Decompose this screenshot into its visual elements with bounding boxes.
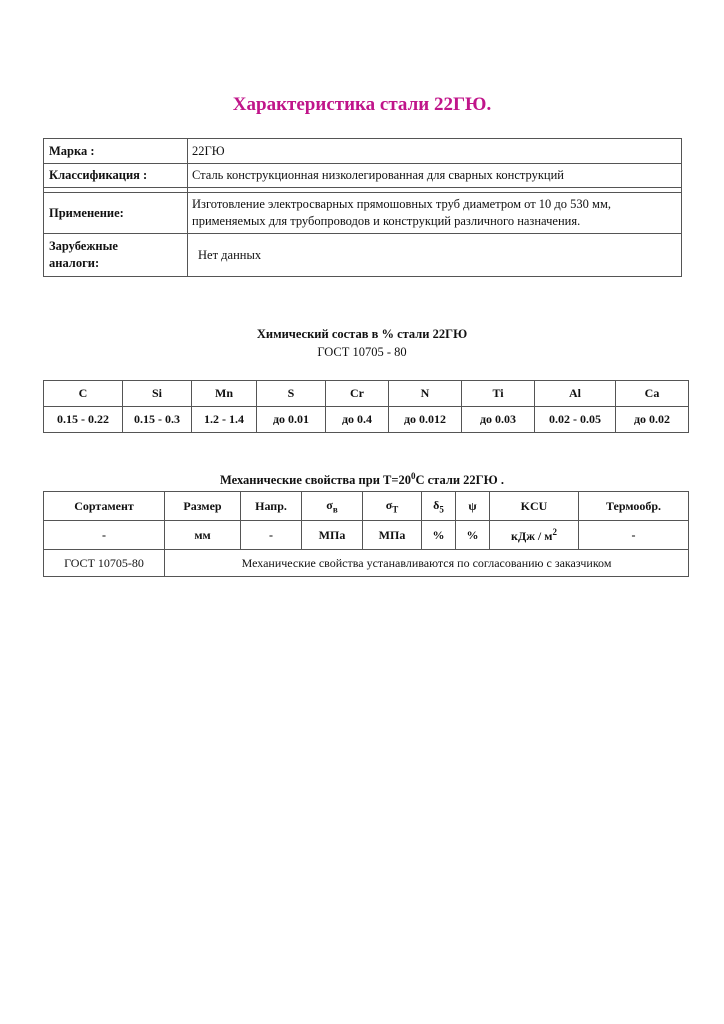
mech-data-row — [44, 550, 689, 577]
delta-sub: 5 — [439, 504, 444, 515]
mech-unit-sigma-b: МПа — [302, 521, 363, 550]
chem-value: до 0.03 — [462, 407, 535, 433]
class-value: Сталь конструкционная низколегированная для сварных конструкций — [188, 164, 682, 188]
mech-header-razmer: Размер — [165, 492, 241, 521]
mech-row-standard: ГОСТ 10705-80 — [44, 550, 165, 577]
foreign-label-line-2: аналоги: — [49, 256, 100, 270]
delta-symbol: δ — [433, 497, 440, 512]
kcu-unit: кДж / м — [511, 528, 553, 543]
sigma-b-sub: в — [332, 504, 338, 515]
chem-value: до 0.01 — [257, 407, 326, 433]
chem-heading-text: Химический состав в % стали 22ГЮ — [256, 327, 468, 341]
foreign-value: Нет данных — [188, 234, 682, 277]
kcu-unit-sup: 2 — [552, 526, 557, 537]
use-label: Применение: — [44, 193, 188, 234]
chem-value: до 0.012 — [389, 407, 462, 433]
chem-standard: ГОСТ 10705 - 80 — [317, 345, 407, 359]
chem-heading — [0, 327, 724, 342]
mech-table — [43, 491, 689, 577]
mech-header-psi: ψ — [456, 492, 490, 521]
chem-values-row — [44, 407, 689, 433]
mech-units-row — [44, 521, 689, 550]
chem-value: до 0.02 — [616, 407, 689, 433]
use-value-line-1: Изготовление электросварных прямошовных труб диаметром от 10 до 530 мм, — [192, 197, 611, 211]
mech-row-note: Механические свойства устанавливаются по согласованию с заказчиком — [165, 550, 689, 577]
mech-unit-sigma-t: МПа — [363, 521, 422, 550]
info-row-foreign — [44, 234, 682, 277]
mech-unit-kcu — [490, 521, 579, 550]
mech-header-kcu: KCU — [490, 492, 579, 521]
mech-unit-delta: % — [422, 521, 456, 550]
chem-table — [43, 380, 689, 433]
mech-unit-razmer: мм — [165, 521, 241, 550]
mech-header-termo: Термообр. — [579, 492, 689, 521]
sigma-t-sub: T — [392, 504, 399, 515]
chem-element: Ca — [616, 381, 689, 407]
chem-value: 0.02 - 0.05 — [535, 407, 616, 433]
use-value — [188, 193, 682, 234]
mech-header-sortament: Сортамент — [44, 492, 165, 521]
info-row-class — [44, 164, 682, 188]
mech-header-sigma-b — [302, 492, 363, 521]
chem-element: Si — [123, 381, 192, 407]
page-title: Характеристика стали 22ГЮ. — [232, 94, 492, 115]
mech-header-delta — [422, 492, 456, 521]
chem-value: до 0.4 — [326, 407, 389, 433]
mech-heading — [0, 471, 724, 488]
chem-value: 0.15 - 0.22 — [44, 407, 123, 433]
mech-unit-termo: - — [579, 521, 689, 550]
mech-unit-napr: - — [241, 521, 302, 550]
chem-element: S — [257, 381, 326, 407]
mech-unit-psi: % — [456, 521, 490, 550]
chem-value: 0.15 - 0.3 — [123, 407, 192, 433]
foreign-label — [44, 234, 188, 277]
chem-element: Al — [535, 381, 616, 407]
chem-element: Mn — [192, 381, 257, 407]
mech-header-sigma-t — [363, 492, 422, 521]
chem-element: C — [44, 381, 123, 407]
info-table — [43, 138, 682, 277]
mech-header-napr: Напр. — [241, 492, 302, 521]
info-row-marka — [44, 139, 682, 164]
mech-unit-sortament: - — [44, 521, 165, 550]
sigma-b-symbol: σ — [326, 497, 333, 512]
sigma-t-symbol: σ — [385, 497, 393, 512]
chem-element: Cr — [326, 381, 389, 407]
marka-label: Марка : — [44, 139, 188, 164]
chem-header-row — [44, 381, 689, 407]
info-row-use — [44, 193, 682, 234]
mech-heading-post: С стали 22ГЮ . — [415, 473, 504, 488]
mech-heading-pre: Механические свойства при Т=20 — [220, 473, 411, 488]
use-value-line-2: применяемых для трубопроводов и конструкций различного назначения. — [192, 214, 581, 228]
mech-heading-sup: 0 — [410, 471, 416, 481]
mech-header-row — [44, 492, 689, 521]
chem-value: 1.2 - 1.4 — [192, 407, 257, 433]
marka-value: 22ГЮ — [188, 139, 682, 164]
chem-element: Ti — [462, 381, 535, 407]
foreign-label-line-1: Зарубежные — [49, 239, 118, 253]
class-label: Классификация : — [44, 164, 188, 188]
chem-element: N — [389, 381, 462, 407]
